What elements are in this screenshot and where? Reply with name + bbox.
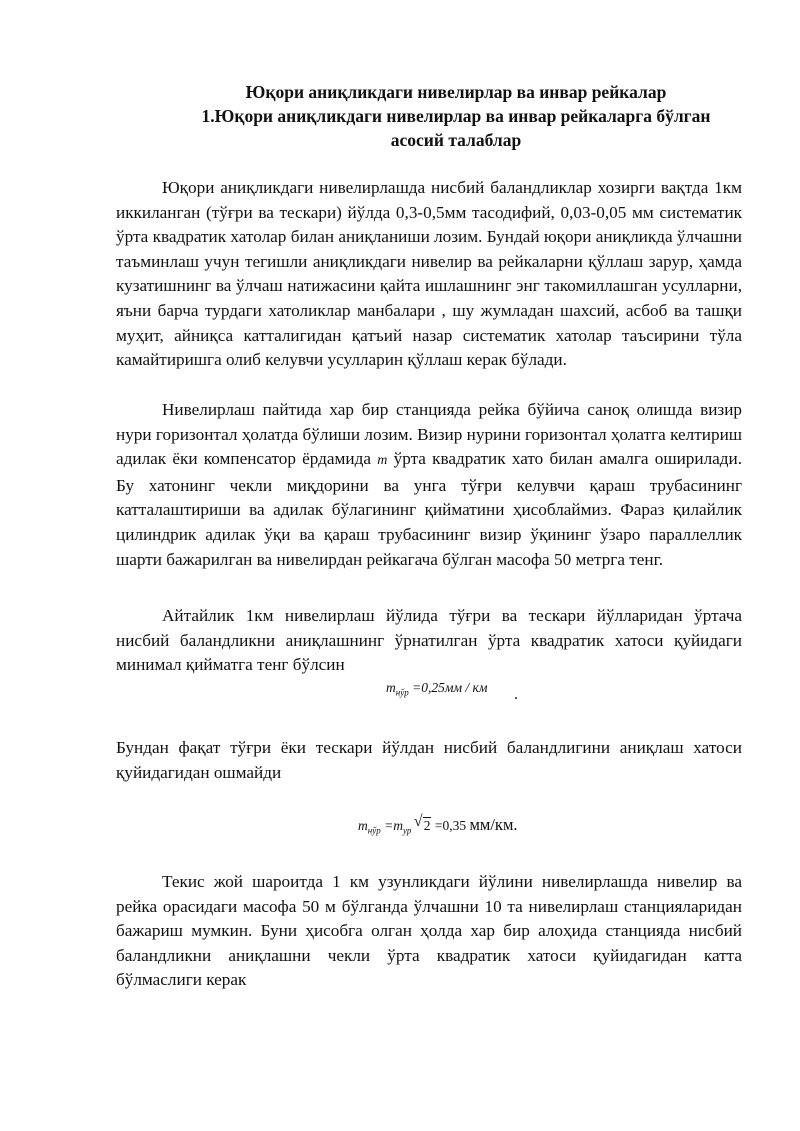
heading-line-1: Юқори аниқликдаги нивелирлар ва инвар рейкалар <box>245 82 667 102</box>
formula-1-rhs: =0,25мм / км <box>412 680 488 695</box>
paragraph-2 <box>116 398 742 572</box>
formula-2 <box>358 815 518 836</box>
formula-1 <box>386 680 488 698</box>
formula-1-dot: . <box>514 686 518 703</box>
formula-1-m: m <box>386 680 396 695</box>
heading-line-3: асосий талаблар <box>390 130 522 150</box>
formula-2-unit: мм/км. <box>469 815 518 834</box>
formula-2-eq-2: =0,35 <box>434 818 467 833</box>
formula-2-m: m <box>358 818 368 833</box>
formula-2-subscript-2: ур <box>402 825 412 836</box>
heading-line-2: 1.Юқори аниқликдаги нивелирлар ва инвар рейкаларга бўлган <box>201 106 711 126</box>
paragraph-5: Текис жой шароитда 1 км узунликдаги йўлини нивелирлашда нивелир ва рейка орасидаги масофа 50 м бўлганда ўлчашни 10 та нивелирлаш станцияларидан бажариш мумкин. Буни ҳисобга олган ҳолда хар бир алоҳида станцияда нисбий баландликни аниқлашни чекли ўрта квадратик хатоси қуйидагидан катта бўлмаслиги керак <box>116 872 742 990</box>
formula-symbol-m: m <box>377 453 388 469</box>
square-root-radicand: 2 <box>423 818 431 833</box>
formula-1-subscript: нўр <box>395 687 409 698</box>
paragraph-3: Айтайлик 1км нивелирлаш йўлида тўғри ва тескари йўлларидан ўртача нисбий баландликни аниқлашнинг ўрнатилган ўрта квадратик хатоси қуйидаги минимал қийматга тенг бўлсин <box>116 606 742 675</box>
radical-sign-icon: √ <box>413 813 423 830</box>
paragraph-2-before: Нивелирлаш пайтида хар бир станцияда рейка бўйича саноқ олишда визир нури горизонтал ҳолатда бўлиши лозим. Визир нурини горизонтал ҳолатга келтириш адилак ёки компенсатор ёрдамида <box>116 400 742 469</box>
formula-2-eq-1: =m <box>384 818 403 833</box>
paragraph-4: Бундан фақат тўғри ёки тескари йўлдан нисбий баландлигини аниқлаш хатоси қуйидагидан ошмайди <box>116 738 742 782</box>
paragraph-1: Юқори аниқликдаги нивелирлашда нисбий баландликлар хозирги вақтда 1км иккиланган (тўғри ва тескари) йўлда 0,3-0,5мм тасодифий, 0,03-0,05 мм систематик ўрта квадратик хатолар билан аниқланиши лозим. Бундай юқори аниқликда ўлчашни таъминлаш учун тегишли аниқликдаги нивелир ва рейкаларни қўллаш зарур, ҳамда кузатишнинг ва ўлчаш натижасини қайта ишлашнинг энг такомиллашган усулларни, яъни барча турдаги хатоликлар манбалари , шу жумладан шахсий, асбоб ва ташқи муҳит, айниқса катталигидан қатъий назар систематик хатолар таъсирини тўла камайтиришга олиб келувчи усулларин қўллаш керак бўлади. <box>116 178 742 370</box>
formula-2-subscript-1: нўр <box>367 825 381 836</box>
square-root <box>413 813 432 834</box>
paragraph-2-after: ўрта квадратик хато билан амалга оширилади. Бу хатонинг чекли миқдорини ва унга тўғри келувчи қараш трубасининг катталаштириши ва адилак бўлагининг қийматини ҳисоблаймиз. Фараз қилайлик цилиндрик адилак ўқи ва қараш трубасининг визир ўқининг ўзаро параллеллик шарти бажарилган ва нивелирдан рейкагача бўлган масофа 50 метрга тенг. <box>116 449 743 569</box>
